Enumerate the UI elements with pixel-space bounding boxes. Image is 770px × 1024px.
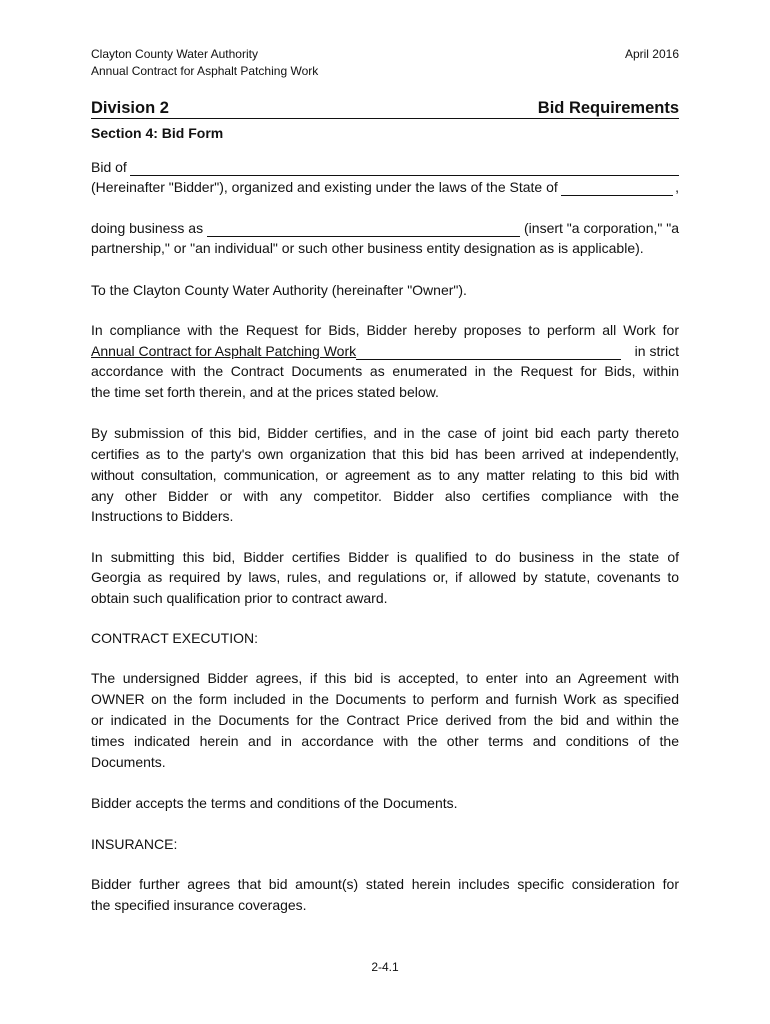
contract-execution-line-2: OWNER on the form included in the Documents to perform and furnish Work as specified: [91, 691, 679, 707]
state-field[interactable]: [561, 180, 673, 196]
compliance-line-3: accordance with the Contract Documents as enumerated in the Request for Bids, within: [91, 363, 679, 379]
contract-execution-line-3: or indicated in the Documents for the Contract Price derived from the bid and within the: [91, 712, 679, 728]
contract-execution-line-1: The undersigned Bidder agrees, if this bid is accepted, to enter into an Agreement with: [91, 670, 679, 686]
bid-of-line: [91, 158, 679, 176]
hereinafter-comma: ,: [675, 179, 679, 195]
bidder-name-field[interactable]: [130, 160, 679, 176]
business-name-field[interactable]: [207, 221, 520, 237]
to-owner-line: To the Clayton County Water Authority (hereinafter "Owner").: [91, 282, 467, 298]
page-number: 2-4.1: [371, 960, 399, 974]
division-label: Division 2: [91, 99, 169, 117]
contract-execution-line-4: times indicated herein and in accordance with the other terms and conditions of the: [91, 733, 679, 749]
compliance-line-1: In compliance with the Request for Bids, Bidder hereby proposes to perform all Work for: [91, 322, 679, 338]
doing-business-line: [91, 219, 679, 237]
in-strict-text: in strict: [634, 343, 679, 359]
compliance-line-2: [91, 342, 679, 360]
header-contract-name: Annual Contract for Asphalt Patching Work: [91, 64, 319, 78]
division-heading: [91, 98, 679, 119]
insurance-line-2: the specified insurance coverages.: [91, 897, 307, 913]
division-title: Bid Requirements: [537, 99, 679, 117]
header-date: April 2016: [624, 47, 679, 61]
header-organization: Clayton County Water Authority: [91, 47, 258, 61]
hereinafter-line: [91, 178, 679, 196]
qualification-line-2: Georgia as required by laws, rules, and regulations or, if allowed by statute, covenants to: [91, 569, 679, 585]
qualification-line-3: obtain such qualification prior to contract award.: [91, 590, 388, 606]
work-name: Annual Contract for Asphalt Patching Work: [91, 343, 357, 359]
insurance-line-1: Bidder further agrees that bid amount(s) stated herein includes specific consideration for: [91, 876, 679, 892]
bid-of-label: Bid of: [91, 159, 127, 175]
insurance-heading: INSURANCE:: [91, 836, 178, 852]
doing-business-insert: (insert "a corporation," "a: [524, 220, 679, 236]
contract-execution-line-5: Documents.: [91, 754, 166, 770]
compliance-line-4: the time set forth therein, and at the prices stated below.: [91, 384, 439, 400]
hereinafter-text: (Hereinafter "Bidder"), organized and existing under the laws of the State of: [91, 179, 558, 195]
doing-business-line-2: partnership," or "an individual" or such other business entity designation as is applicable).: [91, 240, 644, 256]
certification-line-1: By submission of this bid, Bidder certifies, and in the case of joint bid each party thereto: [91, 425, 679, 441]
work-name-underline: [356, 344, 621, 360]
qualification-line-1: In submitting this bid, Bidder certifies Bidder is qualified to do business in the state of: [91, 549, 679, 565]
certification-line-4: any other Bidder or with any competitor. Bidder also certifies compliance with the: [91, 488, 679, 504]
contract-execution-heading: CONTRACT EXECUTION:: [91, 630, 258, 646]
certification-line-2: certifies as to the party's own organization that this bid has been arrived at independently,: [91, 446, 679, 462]
doing-business-label: doing business as: [91, 220, 204, 236]
certification-line-3: without consultation, communication, or agreement as to any matter relating to this bid with: [91, 467, 679, 483]
accepts-terms-line: Bidder accepts the terms and conditions of the Documents.: [91, 795, 458, 811]
section-title: Section 4: Bid Form: [91, 125, 224, 141]
certification-line-5: Instructions to Bidders.: [91, 508, 234, 524]
